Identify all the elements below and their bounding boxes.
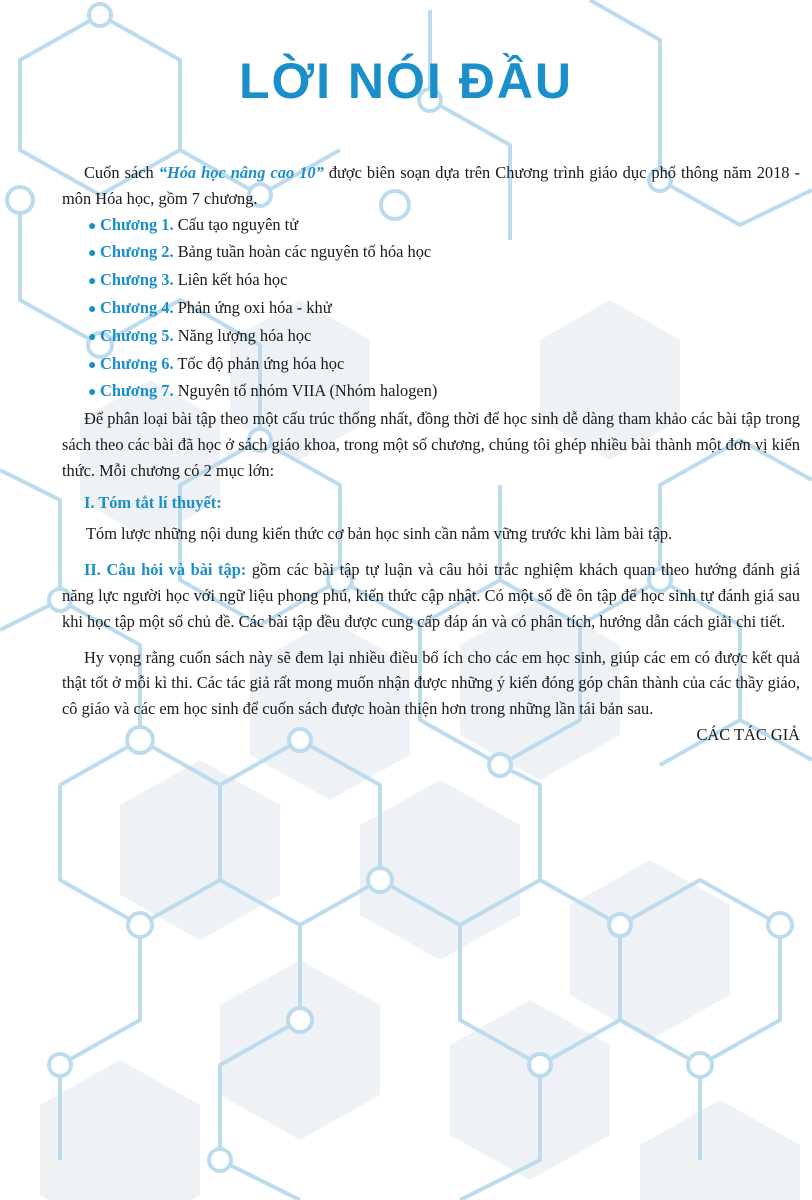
- chapter-item: [88, 378, 800, 406]
- bullet-icon: ●: [88, 385, 97, 401]
- chapter-text: Phản ứng oxi hóa - khử: [177, 297, 332, 317]
- book-title: “Hóa học nâng cao 10”: [158, 163, 324, 182]
- bullet-icon: ●: [88, 246, 97, 262]
- intro-paragraph: [62, 160, 800, 212]
- chapter-text: Nguyên tố nhóm VIIA (Nhóm halogen): [177, 381, 438, 401]
- bullet-icon: ●: [88, 329, 97, 345]
- chapter-item: [88, 267, 800, 295]
- chapter-label: Chương 3.: [100, 270, 174, 290]
- chapter-label: Chương 6.: [100, 353, 174, 373]
- chapter-label: Chương 2.: [100, 242, 174, 262]
- chapter-label: Chương 7.: [100, 381, 174, 401]
- structure-paragraph: Để phân loại bài tập theo một cấu trúc thống nhất, đồng thời để học sinh dễ dàng tham khảo các bài tập trong sách theo các bài đã học ở sách giáo khoa, trong một số chương, chúng tôi ghép nhiều bài thành một đơn vị kiến thức. Mỗi chương có 2 mục lớn:: [62, 409, 800, 480]
- chapter-text: Năng lượng hóa học: [177, 325, 312, 345]
- chapter-item: [88, 323, 800, 351]
- bullet-icon: ●: [88, 274, 97, 290]
- section-1-title: I. Tóm tắt lí thuyết:: [84, 492, 222, 512]
- bullet-icon: ●: [88, 357, 97, 373]
- chapter-item: [88, 212, 800, 240]
- chapter-text: Liên kết hóa học: [177, 270, 288, 290]
- preface-content: [62, 160, 800, 748]
- chapter-text: Cấu tạo nguyên tử: [177, 214, 299, 234]
- section-1-heading: [62, 490, 800, 516]
- chapter-item: [88, 295, 800, 323]
- closing-paragraph: Hy vọng rằng cuốn sách này sẽ đem lại nhiều điều bổ ích cho các em học sinh, giúp các em có được kết quả thật tốt ở mỗi kì thi. Các tác giả rất mong muốn nhận được những ý kiến đóng góp chân thành của các thầy giáo, cô giáo và các em học sinh để cuốn sách được hoàn thiện hơn trong những lần tái bản sau.: [62, 647, 800, 719]
- chapter-label: Chương 1.: [100, 214, 174, 234]
- section-2-title: II. Câu hỏi và bài tập:: [84, 560, 247, 580]
- section-1-text: Tóm lược những nội dung kiến thức cơ bản học sinh cần nắm vững trước khi làm bài tập.: [86, 524, 673, 544]
- intro-before: Cuốn sách: [84, 163, 159, 182]
- chapter-list: [62, 212, 800, 407]
- chapter-item: [88, 239, 800, 267]
- section-2-paragraph: [62, 557, 800, 634]
- chapter-label: Chương 5.: [100, 325, 174, 345]
- bullet-icon: ●: [88, 218, 97, 234]
- authors-signature: CÁC TÁC GIẢ: [696, 724, 800, 744]
- bullet-icon: ●: [88, 301, 97, 317]
- chapter-label: Chương 4.: [100, 297, 174, 317]
- page-title: LỜI NÓI ĐẦU: [238, 53, 574, 109]
- chapter-item: [88, 351, 800, 379]
- intro-after: được biên soạn dựa trên Chương trình giáo dục phổ thông năm 2018 - môn Hóa học, gồm 7 chương.: [62, 163, 801, 208]
- section-2-text: gồm các bài tập tự luận và câu hỏi trắc nghiệm khách quan theo hướng đánh giá năng lực người học với ngữ liệu phong phú, kiến thức cập nhật. Có một số đề ôn tập để học sinh tự đánh giá sau khi học tập một số chủ đề. Các bài tập đều được cung cấp đáp án và có phân tích, hướng dẫn cách giải chi tiết.: [62, 560, 800, 631]
- chapter-text: Tốc độ phản ứng hóa học: [177, 353, 345, 373]
- chapter-text: Bảng tuần hoàn các nguyên tố hóa học: [177, 242, 432, 262]
